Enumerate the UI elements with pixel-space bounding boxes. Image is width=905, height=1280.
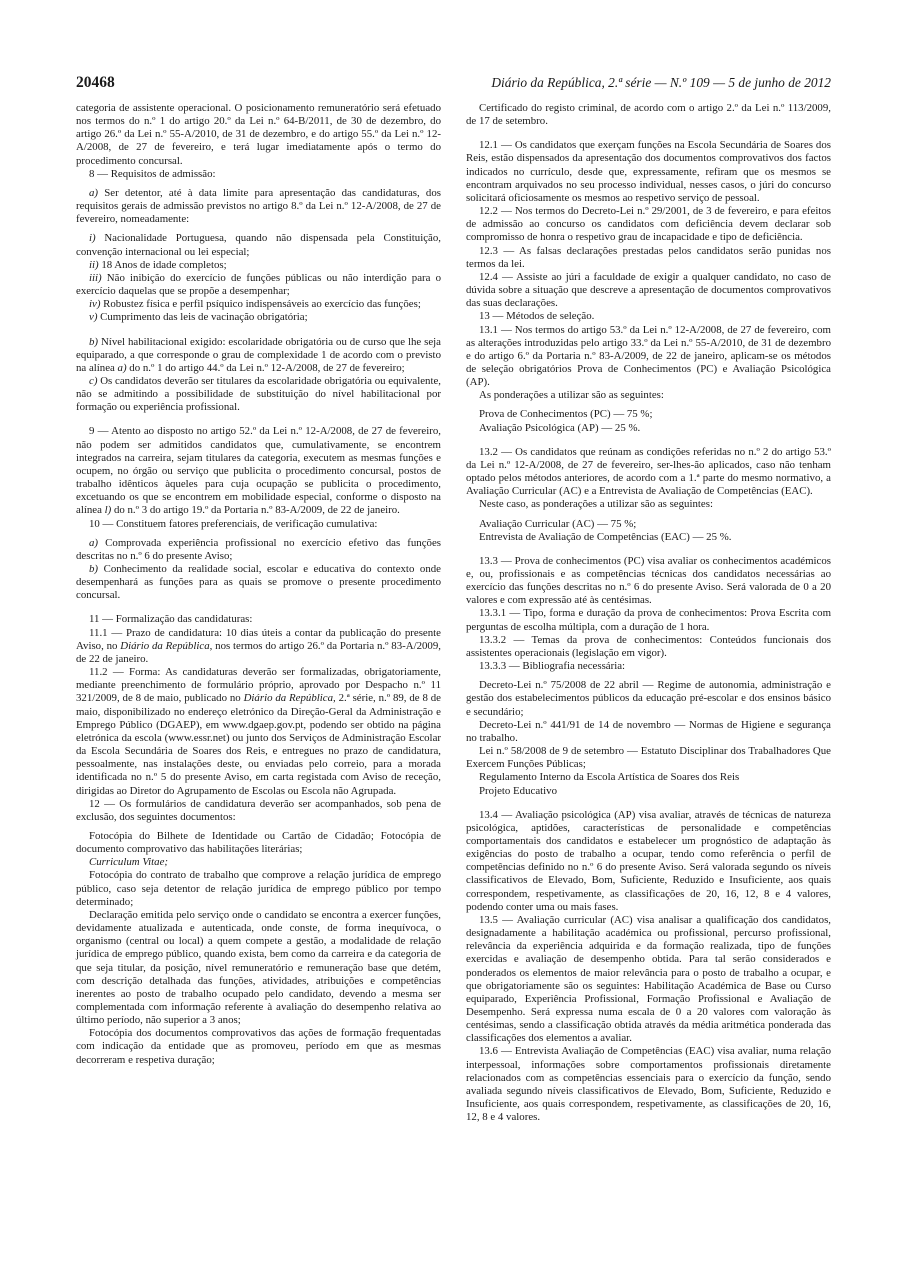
item-text: Robustez física e perfil psíquico indispensáveis ao exercício das funções; [100, 298, 421, 311]
item-text: Nível habilitacional exigido: escolaridade obrigatória ou de curso que lhe seja equiparado, a que corresponde o grau de complexidade 1 de acordo com o previsto na alínea [76, 335, 441, 374]
list-item: Lei n.º 58/2008 de 9 de setembro — Estatuto Disciplinar dos Trabalhadores Que Exercem Funções Públicas; [466, 745, 831, 771]
text-columns [76, 102, 831, 1124]
item-text: 11.1 — Prazo de candidatura: 10 dias úteis a contar da publicação do presente Aviso, no [76, 626, 441, 652]
item-text: Nacionalidade Portuguesa, quando não dispensada pela Constituição, convenção internacional ou lei especial; [76, 232, 441, 258]
item-label: iv) [89, 298, 101, 311]
paragraph [76, 187, 441, 226]
paragraph: 13.1 — Nos termos do artigo 53.º da Lei n.º 12-A/2008, de 27 de fevereiro, com as alterações introduzidas pelo artigo 33.º da Lei n.º 55-A/2010, de 31 de dezembro e do artigo 6.º da Portaria n.º 83-A/2009, de 22 de janeiro, aplicam-se os métodos de seleção obrigatórios Prova de Conhecimentos (PC) e Avaliação Psicológica (AP). [466, 323, 831, 389]
item-text: Conhecimento da realidade social, escolar e educativa do contexto onde desempenhará as funções para as quais se promove o presente procedimento concursal. [76, 563, 441, 602]
list-item: Avaliação Psicológica (AP) — 25 %. [479, 421, 641, 434]
list-item: Avaliação Curricular (AC) — 75 %; [479, 517, 637, 530]
paragraph: Neste caso, as ponderações a utilizar são as seguintes: [479, 498, 713, 511]
paragraph: 12.3 — As falsas declarações prestadas pelos candidatos serão punidas nos termos da lei. [466, 244, 831, 270]
section-heading: 11 — Formalização das candidaturas: [89, 613, 253, 626]
page-header [76, 74, 831, 102]
item-label: i) [89, 232, 96, 245]
list-item: Entrevista de Avaliação de Competências (EAC) — 25 %. [479, 530, 732, 543]
item-text: do n.º 1 do artigo 44.º da Lei n.º 12-A/2008, de 27 de fevereiro; [126, 361, 405, 374]
paragraph [76, 627, 441, 666]
paragraph: 13.4 — Avaliação psicológica (AP) visa avaliar, através de técnicas de natureza psicológica, aptidões, características de personalidade e competências comportamentais dos candidatos e estabelecer um prognóstico de adaptação às exigências do posto de trabalho a ocupar, tendo como referência o perfil de competências definido no n.º 6 do presente Aviso. Será valorada segundo os níveis classificativos de Elevado, Bom, Suficiente, Reduzido e Insuficiente, aos quais correspondem, respetivamente, as classificações de 20, 16, 12, 8 e 4 valores, podendo conter uma ou mais fases. [466, 808, 831, 913]
paragraph: 13.2 — Os candidatos que reúnam as condições referidas no n.º 2 do artigo 53.º da Lei n.º 12-A/2008, de 27 de fevereiro, ser-lhes-ão aplicados, caso não tenham optado pelos métodos anteriores, de acordo com a 1.ª parte do mesmo normativo, a Avaliação Curricular (AC) e a Entrevista de Avaliação de Competências (EAC). [466, 445, 831, 498]
right-column [466, 102, 831, 1124]
list-item: Decreto-Lei n.º 441/91 de 14 de novembro — Normas de Higiene e segurança no trabalho. [466, 718, 831, 744]
item-text: do n.º 3 do artigo 19.º da Portaria n.º 83-A/2009, de 22 de janeiro. [111, 504, 400, 517]
paragraph: Curriculum Vitae; [89, 856, 169, 869]
paragraph: 12.2 — Nos termos do Decreto-Lei n.º 29/2001, de 3 de fevereiro, e para efeitos de admissão ao concurso os candidatos com deficiência devem declarar sob compromisso de honra o respetivo grau de incapacidade e tipo de deficiência. [466, 205, 831, 244]
item-text: Os candidatos deverão ser titulares da escolaridade obrigatória ou equivalente, não se admitindo a possibilidade de substituição do nível habilitacional por formação ou experiência profissional. [76, 374, 441, 414]
paragraph: Declaração emitida pelo serviço onde o candidato se encontra a exercer funções, devidamente atualizada e autenticada, onde conste, de forma inequívoca, o organismo (central ou local) a quem compete a gestão, a modalidade de relação jurídica de emprego público, quando exista, bem como da carreira e da categoria de que seja titular, da posição, nível remuneratório e remuneração base que detém, com descrição detalhada das funções, atividades, atribuições e competências inerentes ao posto de trabalho ocupado pelo candidato, devendo a mesma ser complementada com informação referente à avaliação do desempenho relativa ao último período, não superior a 3 anos; [76, 908, 441, 1027]
item-text-italic: Diário da República, [120, 639, 213, 652]
item-text-italic: Diário da República, [243, 692, 336, 705]
paragraph: As ponderações a utilizar são as seguintes: [479, 389, 664, 402]
item-text: nos termos do artigo 26.º da Portaria n.º 83-A/2009, de 22 de janeiro. [76, 639, 441, 665]
item-label: a) [89, 536, 99, 549]
item-label: b) [89, 335, 99, 348]
paragraph: 13.3.3 — Bibliografia necessária: [479, 660, 626, 673]
list-item [76, 259, 441, 272]
item-text: Comprovada experiência profissional no exercício efetivo das funções descritas no n.º 6 do presente Aviso; [76, 536, 441, 562]
list-item [76, 272, 441, 298]
list-item: Projeto Educativo [479, 784, 557, 797]
publication-title: Diário da República, 2.ª série — N.º 109 — 5 de junho de 2012 [491, 75, 831, 90]
paragraph [76, 425, 441, 517]
paragraph [76, 336, 441, 375]
item-text: Não inibição do exercício de funções públicas ou não interdição para o exercício daquelas que se propõe a desempenhar; [76, 271, 441, 298]
paragraph: categoria de assistente operacional. O posicionamento remuneratório será efetuado nos termos do n.º 1 do artigo 20.º da Lei n.º 64-B/2011, de 30 de dezembro, do artigo 26.º da Lei n.º 55-A/2010, de 31 de dezembro, e do artigo 55.º da Lei n.º 12-A/2008, de 27 de fevereiro, e terá lugar imediatamente após o termo do procedimento concursal. [76, 102, 441, 167]
item-text-italic: l) [104, 504, 112, 517]
item-label: v) [89, 311, 98, 324]
paragraph: 13.3.2 — Temas da prova de conhecimentos: Conteúdos funcionais dos assistentes operacionais (legislação em vigor). [466, 633, 831, 659]
section-heading: 13 — Métodos de seleção. [479, 310, 595, 323]
paragraph [76, 563, 441, 602]
list-item [76, 298, 441, 311]
paragraph: 13.3.1 — Tipo, forma e duração da prova de conhecimentos: Prova Escrita com perguntas de escolha múltipla, com a duração de 1 hora. [466, 607, 831, 633]
paragraph: 12.4 — Assiste ao júri a faculdade de exigir a qualquer candidato, no caso de dúvida sobre a situação que descreve a apresentação de documentos comprovativos das suas declarações. [466, 270, 831, 310]
item-label: ii) [89, 258, 99, 271]
item-label: iii) [89, 271, 102, 284]
page-number: 20468 [76, 74, 115, 91]
paragraph [76, 375, 441, 414]
paragraph: Fotocópia dos documentos comprovativos das ações de formação frequentadas com indicação da entidade que as promoveu, período em que as mesmas decorreram e respetiva duração; [76, 1027, 441, 1066]
paragraph: 12 — Os formulários de candidatura deverão ser acompanhados, sob pena de exclusão, dos seguintes documentos: [76, 797, 441, 823]
paragraph: 13.6 — Entrevista Avaliação de Competências (EAC) visa avaliar, numa relação interpessoal, informações sobre comportamentos profissionais diretamente relacionados com as competências essenciais para o exercício da função, sendo avaliada segundo níveis classificativos de Elevado, Bom, Suficiente, Reduzido e Insuficiente, aos quais correspondem, respetivamente, as classificações de 20, 16, 12, 8 e 4 valores. [466, 1045, 831, 1124]
item-text: 2.ª série, n.º 89, de 8 de maio, disponibilizado no endereço eletrónico da Direção-Geral da Administração e Emprego Público (DGAEP), em www.dgaep.gov.pt, podendo ser obtido na página eletrónica da escola (www.essr.net) ou junto dos Serviços de Administração Escolar da Escola Secundária de Soares dos Reis, e entregues no prazo de candidatura, pessoalmente, nas instalações deste, ou enviadas pelo correio, para a morada identificada no n.º 5 do presente Aviso, em carta registada com Aviso de receção, dirigidas ao Diretor do Agrupamento de Escolas ou Escola não Agrupada. [76, 692, 441, 797]
left-column [76, 102, 441, 1124]
item-text: 18 Anos de idade completos; [98, 258, 227, 271]
list-item: Regulamento Interno da Escola Artística de Soares dos Reis [479, 771, 740, 784]
paragraph: Fotocópia do contrato de trabalho que comprove a relação jurídica de emprego público, caso seja detentor de relação jurídica de emprego público por tempo determinado; [76, 869, 441, 908]
item-label: a) [89, 186, 99, 199]
list-item [76, 232, 441, 258]
section-heading: 8 — Requisitos de admissão: [89, 167, 216, 180]
item-text: Ser detentor, até à data limite para apresentação das candidaturas, dos requisitos gerais de admissão previstos no artigo 8.º da Lei n.º 12-A/2008, de 27 de fevereiro, nomeadamente: [76, 186, 441, 226]
item-label: c) [89, 374, 98, 387]
paragraph: 13.3 — Prova de conhecimentos (PC) visa avaliar os conhecimentos académicos e, ou, profissionais e as competências técnicas dos candidatos necessárias ao exercício das funções descritas no n.º 6 do presente Aviso. Será valorada de 0 a 20 valores e com expressão até às centésimas. [466, 554, 831, 607]
paragraph: 12.1 — Os candidatos que exerçam funções na Escola Secundária de Soares dos Reis, estão dispensados da apresentação dos documentos comprovativos dos factos indicados no currículo, desde que, expressamente, refiram que os mesmos se encontram arquivados no seu processo individual, nesses casos, o júri do concurso solicitará oficiosamente os mesmos ao respetivo serviço de pessoal. [466, 139, 831, 204]
paragraph: Certificado do registo criminal, de acordo com o artigo 2.º da Lei n.º 113/2009, de 17 de setembro. [466, 102, 831, 128]
section-heading: 10 — Constituem fatores preferenciais, de verificação cumulativa: [89, 517, 378, 530]
list-item [76, 311, 441, 324]
paragraph [76, 537, 441, 563]
paragraph: Fotocópia do Bilhete de Identidade ou Cartão de Cidadão; Fotocópia de documento comprovativo das habilitações literárias; [76, 829, 441, 856]
list-item: Prova de Conhecimentos (PC) — 75 %; [479, 408, 653, 421]
item-text: 9 — Atento ao disposto no artigo 52.º da Lei n.º 12-A/2008, de 27 de fevereiro, não podem ser admitidos candidatos que, cumulativamente, se encontrem integrados na carreira, sejam titulares da categoria, executem as mesmas funções e ocupem, no órgão ou serviço que publicita o procedimento concursal, postos de trabalho idênticos àqueles para cuja ocupação se publicita o procedimento, excetuando os que se encontrem em mobilidade especial, conforme o disposto na alínea [76, 425, 441, 517]
paragraph [76, 666, 441, 798]
item-text-italic: a) [117, 361, 127, 374]
list-item: Decreto-Lei n.º 75/2008 de 22 abril — Regime de autonomia, administração e gestão dos estabelecimentos públicos da educação pré-escolar e dos ensinos básico e secundário; [466, 679, 831, 718]
paragraph: 13.5 — Avaliação curricular (AC) visa analisar a qualificação dos candidatos, designadamente a habilitação académica ou profissional, percurso profissional, relevância da experiência adquirida e da formação realizada, tipo de funções exercidas e avaliação de desempenho obtida. Para tal serão considerados e ponderados os elementos de maior relevância para o posto de trabalho a ocupar, e que obrigatoriamente são os seguintes: Habilitação Académica de Base ou Curso equiparado, Experiência Profissional, Formação Profissional e Avaliação de Desempenho. Será expressa numa escala de 0 a 20 valores com valoração às centésimas, sendo a classificação obtida através da média aritmética ponderada das classificações dos elementos a avaliar. [466, 913, 831, 1045]
item-text: 11.2 — Forma: As candidaturas deverão ser formalizadas, obrigatoriamente, mediante preenchimento de formulário próprio, aprovado por Despacho n.º 11 321/2009, de 8 de maio, publicado no [76, 666, 441, 705]
item-label: b) [89, 563, 99, 575]
item-text: Cumprimento das leis de vacinação obrigatória; [97, 311, 308, 324]
